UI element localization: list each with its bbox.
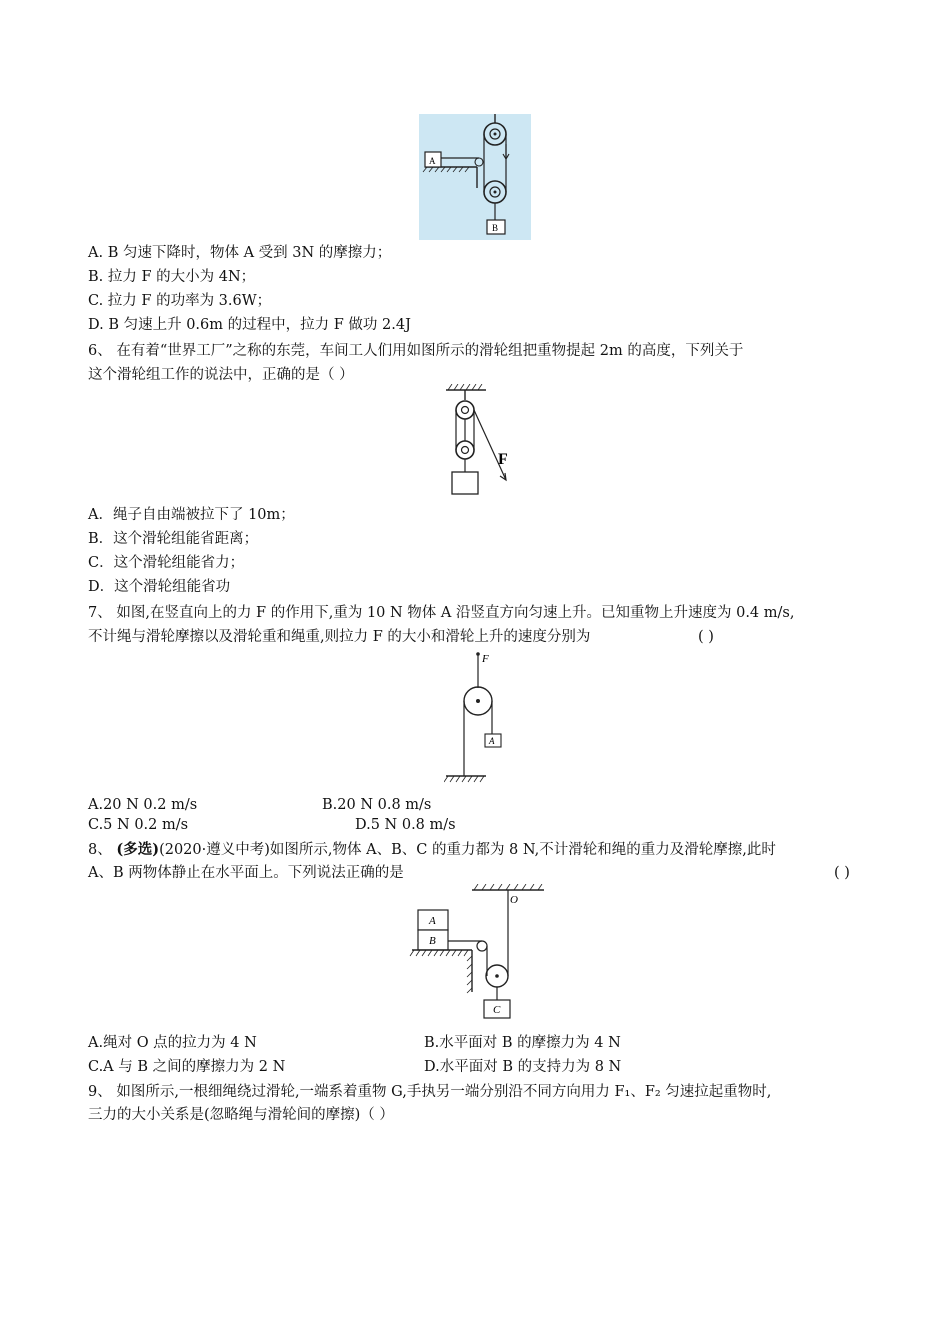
- q6-option-c: C．这个滑轮组能省力；: [88, 555, 245, 571]
- q6-stem-line1: 6、 在有着“世界工厂”之称的东莞，车间工人们用如图所示的滑轮组把重物提起 2m 的高度，下列关于: [88, 343, 744, 359]
- q6-option-a: A．绳子自由端被拉下了 10m；: [88, 507, 295, 523]
- q9-stem-line1: 9、 如图所示,一根细绳绕过滑轮,一端系着重物 G,手执另一端分别沿不同方向用力 F₁、F₂ 匀速拉起重物时,: [88, 1084, 772, 1100]
- q7-option-c: C.5 N 0.2 m/s: [88, 817, 189, 833]
- q5-block-a-label: A: [429, 156, 436, 166]
- q6-option-b: B．这个滑轮组能省距离；: [88, 531, 259, 547]
- q7-option-a: A.20 N 0.2 m/s: [88, 797, 198, 813]
- q8-point-o-label: O: [510, 894, 518, 906]
- q7-stem-line1: 7、 如图,在竖直向上的力 F 的作用下,重为 10 N 物体 A 沿竖直方向匀速上升。已知重物上升速度为 0.4 m/s,: [88, 605, 795, 621]
- q7-answer-paren: ( ): [698, 629, 714, 645]
- q7-stem-line2: 不计绳与滑轮摩擦以及滑轮重和绳重,则拉力 F 的大小和滑轮上升的速度分别为: [88, 629, 591, 645]
- q7-block-a-label: A: [489, 736, 495, 746]
- q8-multi-select-tag: (多选): [116, 841, 160, 858]
- q7-force-label: F: [482, 653, 489, 665]
- q8-stem-prefix: 8、: [88, 842, 117, 858]
- q7-option-d: D.5 N 0.8 m/s: [355, 817, 456, 833]
- q6-option-d: D．这个滑轮组能省功: [88, 579, 231, 595]
- q5-option-d: D. B 匀速上升 0.6m 的过程中，拉力 F 做功 2.4J: [88, 317, 411, 333]
- q6-pulley-figure: [440, 384, 520, 496]
- q8-stem-line2: A、B 两物体静止在水平面上。下列说法正确的是: [88, 865, 404, 881]
- q7-option-b: B.20 N 0.8 m/s: [322, 797, 432, 813]
- q8-block-a-label: A: [429, 915, 436, 927]
- q9-stem-line2: 三力的大小关系是(忽略绳与滑轮间的摩擦)（ ）: [88, 1107, 394, 1123]
- q8-stem-line1: [88, 840, 776, 860]
- q5-option-b: B. 拉力 F 的大小为 4N；: [88, 269, 256, 285]
- q5-block-b-label: B: [492, 223, 499, 233]
- q8-option-a: A.绳对 O 点的拉力为 4 N: [88, 1035, 257, 1051]
- q8-pulley-figure: [408, 884, 548, 1022]
- q8-block-b-label: B: [429, 935, 436, 947]
- q7-pulley-figure: [444, 650, 524, 785]
- q5-option-a: A. B 匀速下降时，物体 A 受到 3N 的摩擦力；: [88, 245, 392, 261]
- q8-option-c: C.A 与 B 之间的摩擦力为 2 N: [88, 1059, 286, 1075]
- q6-stem-line2: 这个滑轮组工作的说法中，正确的是（ ）: [88, 367, 354, 383]
- q8-option-b: B.水平面对 B 的摩擦力为 4 N: [424, 1035, 621, 1051]
- q5-option-c: C. 拉力 F 的功率为 3.6W；: [88, 293, 272, 309]
- q8-answer-paren: ( ): [834, 865, 850, 881]
- q8-stem-rest: (2020·遵义中考)如图所示,物体 A、B、C 的重力都为 8 N,不计滑轮和绳的重力及滑轮摩擦,此时: [159, 842, 776, 858]
- q8-block-c-label: C: [493, 1004, 501, 1016]
- q8-option-d: D.水平面对 B 的支持力为 8 N: [424, 1059, 622, 1075]
- q5-pulley-figure: [419, 114, 531, 240]
- q6-force-label: F: [498, 451, 508, 468]
